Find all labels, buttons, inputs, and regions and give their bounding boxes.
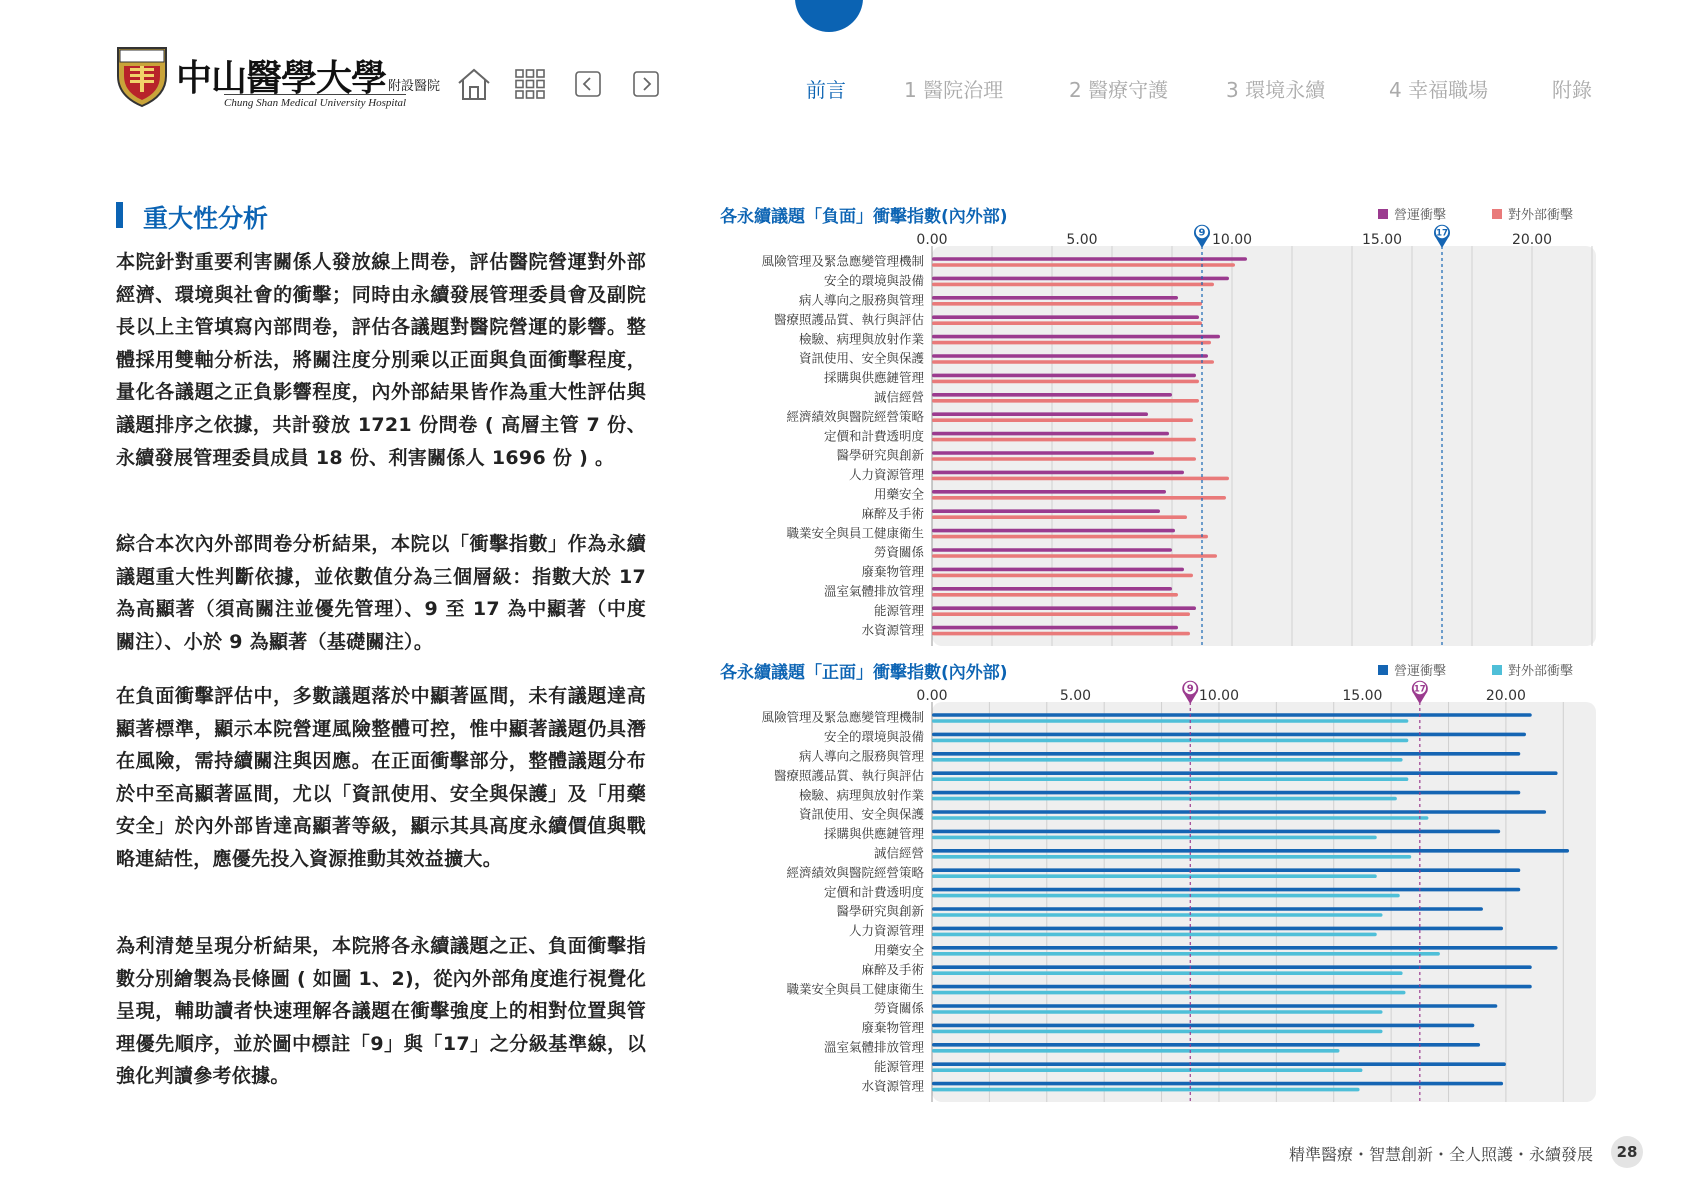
category-label: 溫室氣體排放管理 (823, 1039, 924, 1055)
bar (932, 1010, 1383, 1014)
bar (932, 713, 1532, 717)
bar (932, 971, 1403, 975)
bar (932, 952, 1440, 956)
category-label: 安全的環境與設備 (823, 729, 924, 745)
category-label: 安全的環境與設備 (823, 273, 924, 289)
plot-background (932, 702, 1596, 1102)
tab-medical-care[interactable]: 2 醫療守護 (1069, 78, 1169, 102)
bar (932, 257, 1247, 261)
bar (932, 593, 1178, 597)
category-label: 醫學研究與創新 (836, 447, 924, 463)
category-label: 麻醉及手術 (861, 505, 924, 521)
bar (932, 360, 1214, 364)
bar (932, 283, 1214, 287)
bar (932, 874, 1377, 878)
bar (932, 321, 1202, 325)
bar (932, 991, 1405, 995)
bar (932, 868, 1520, 872)
category-label: 能源管理 (873, 1058, 924, 1074)
bar (932, 515, 1187, 519)
logo-name-cn-sub: 附設醫院 (388, 79, 441, 94)
bar (932, 354, 1208, 358)
tab-happy-workplace[interactable]: 4 幸福職場 (1389, 78, 1489, 102)
x-tick-label: 10.00 (1198, 688, 1240, 704)
legend-label: 營運衝擊 (1394, 664, 1447, 679)
bar (932, 719, 1408, 723)
bar (932, 315, 1199, 319)
bar (932, 739, 1408, 743)
bar (932, 548, 1172, 552)
bar (932, 836, 1377, 840)
threshold-marker (1412, 681, 1428, 704)
bar (932, 1082, 1503, 1086)
x-tick-label: 0.00 (916, 688, 948, 704)
tab-preface[interactable]: 前言 (806, 78, 846, 102)
logo-name-cn: 中山醫學大學 (176, 57, 387, 99)
bar (932, 927, 1503, 931)
bar (932, 568, 1184, 572)
bar (932, 418, 1193, 422)
category-label: 經濟績效與醫院經營策略 (786, 864, 924, 880)
bar (932, 1068, 1362, 1072)
category-label: 定價和計費透明度 (823, 428, 924, 444)
positive-impact-chart (720, 658, 1600, 1098)
bar (932, 393, 1172, 397)
category-label: 用藥安全 (873, 486, 924, 502)
x-tick-label: 20.00 (1485, 688, 1526, 704)
bar (932, 894, 1400, 898)
bar (932, 587, 1172, 591)
bar (932, 907, 1483, 911)
logo-name-en: Chung Shan Medical University Hospital (224, 94, 406, 109)
x-tick-label: 20.00 (1511, 232, 1553, 248)
category-label: 病人導向之服務與管理 (798, 292, 924, 308)
tab-environment[interactable]: 3 環境永續 (1226, 78, 1326, 102)
category-label: 誠信經營 (873, 845, 924, 861)
bar (932, 263, 1235, 267)
x-tick-label: 5.00 (1066, 232, 1098, 248)
bar (932, 1049, 1339, 1053)
threshold-marker (1182, 681, 1198, 704)
bar (932, 1088, 1360, 1092)
category-label: 人力資源管理 (848, 923, 924, 939)
bar (932, 1030, 1383, 1034)
category-label: 採購與供應鏈管理 (823, 826, 924, 842)
bar (932, 797, 1397, 801)
category-label: 經濟績效與醫院經營策略 (786, 408, 924, 424)
category-label: 醫療照護品質、執行與評估 (773, 767, 924, 783)
threshold-label: 9 (1198, 227, 1206, 239)
bar (932, 341, 1211, 345)
bar (932, 535, 1208, 539)
bar (932, 471, 1184, 475)
bar (932, 888, 1520, 892)
bar (932, 1004, 1497, 1008)
bar (932, 758, 1403, 762)
category-label: 水資源管理 (861, 1078, 924, 1094)
x-tick-label: 0.00 (916, 232, 948, 248)
category-label: 能源管理 (873, 602, 924, 618)
category-label: 職業安全與員工健康衛生 (786, 525, 924, 541)
chart-title: 各永續議題「負面」衝擊指數(內外部) (720, 207, 1008, 227)
bar (932, 810, 1546, 814)
bar (932, 574, 1193, 578)
category-label: 勞資關係 (873, 1000, 924, 1016)
bar (932, 554, 1217, 558)
bar (932, 626, 1178, 630)
bar (932, 752, 1520, 756)
bar (932, 855, 1411, 859)
bar (932, 913, 1383, 917)
paragraph-3: 在負面衝擊評估中，多數議題落於中顯著區間，未有議題達高顯著標準，顯示本院營運風險整體可控，惟中顯著議題仍具潛在風險，需持續關注與因應。在正面衝擊部分，整體議題分布於中至高顯著區間，尤以「資訊使用、安全與保護」及「用藥安全」於內外部皆達高顯著等級，顯示其具高度永續價值與戰略連結性，應優先投入資源推動其效益擴大。 (116, 685, 646, 870)
paragraph-2: 綜合本次內外部問卷分析結果，本院以「衝擊指數」作為永續議題重大性判斷依據，並依數值分為三個層級：指數大於 17 為高顯著（須高關注並優先管理）、9 至 17 為中顯著（中度關注）、小於 9 為顯著（基礎關注）。 (116, 533, 646, 653)
bar (932, 457, 1196, 461)
threshold-marker (1194, 225, 1210, 248)
category-label: 人力資源管理 (848, 467, 924, 483)
category-label: 溫室氣體排放管理 (823, 583, 924, 599)
section-accent-bar (116, 202, 123, 228)
plot-background (932, 246, 1596, 646)
bar (932, 771, 1558, 775)
threshold-label: 9 (1186, 683, 1194, 695)
bar (932, 374, 1196, 378)
category-label: 採購與供應鏈管理 (823, 370, 924, 386)
threshold-label: 17 (1436, 228, 1448, 239)
category-label: 病人導向之服務與管理 (798, 748, 924, 764)
top-decoration-dot (795, 0, 863, 32)
bar (932, 733, 1526, 737)
bar (932, 432, 1169, 436)
category-label: 定價和計費透明度 (823, 884, 924, 900)
tab-hospital-governance[interactable]: 1 醫院治理 (904, 78, 1004, 102)
x-tick-label: 5.00 (1059, 688, 1092, 704)
bar (932, 302, 1202, 306)
category-label: 誠信經營 (873, 389, 924, 405)
section-title: 重大性分析 (143, 204, 269, 233)
category-label: 風險管理及緊急應變管理機制 (761, 253, 924, 269)
paragraph-4: 為利清楚呈現分析結果，本院將各永續議題之正、負面衝擊指數分別繪製為長條圖 ( 如圖 1、2)，從內外部角度進行視覺化呈現，輔助讀者快速理解各議題在衝擊強度上的相對位置與管理優先順序，並於圖中標註「9」與「17」之分級基準線，以強化判讀參考依據。 (116, 935, 646, 1088)
chapter-tabs (0, 74, 1697, 104)
chart-title: 各永續議題「正面」衝擊指數(內外部) (720, 663, 1008, 683)
bar (932, 632, 1190, 636)
x-tick-label: 10.00 (1211, 232, 1253, 248)
category-label: 職業安全與員工健康衛生 (786, 981, 924, 997)
legend-label: 對外部衝擊 (1508, 208, 1574, 223)
threshold-marker (1434, 225, 1450, 248)
category-label: 用藥安全 (873, 942, 924, 958)
page-number: 28 (1611, 1136, 1643, 1168)
bar (932, 612, 1190, 616)
bar (932, 412, 1148, 416)
bar (932, 777, 1408, 781)
bar (932, 509, 1160, 513)
x-tick-label: 15.00 (1342, 688, 1383, 704)
threshold-label: 17 (1413, 684, 1426, 695)
bar (932, 816, 1428, 820)
bar (932, 438, 1196, 442)
bar (932, 965, 1532, 969)
negative-impact-plot (720, 202, 1600, 642)
category-label: 醫學研究與創新 (836, 903, 924, 919)
bar (932, 946, 1558, 950)
category-label: 資訊使用、安全與保護 (798, 350, 924, 366)
bar (932, 496, 1226, 500)
legend-label: 營運衝擊 (1394, 208, 1447, 223)
bar (932, 529, 1175, 533)
category-label: 檢驗、病理與放射作業 (798, 331, 924, 347)
bar (932, 380, 1199, 384)
legend-label: 對外部衝擊 (1508, 664, 1574, 679)
bar (932, 1024, 1474, 1028)
category-label: 勞資關係 (873, 544, 924, 560)
tab-appendix[interactable]: 附錄 (1552, 78, 1592, 102)
category-label: 資訊使用、安全與保護 (798, 806, 924, 822)
footer-slogan: 精準醫療・智慧創新・全人照護・永續發展 (1288, 1145, 1593, 1164)
bar (932, 791, 1520, 795)
bar (932, 399, 1199, 403)
bar (932, 985, 1532, 989)
category-label: 廢棄物管理 (861, 1020, 924, 1036)
bar (932, 277, 1229, 281)
negative-impact-chart (720, 202, 1600, 642)
category-label: 醫療照護品質、執行與評估 (773, 311, 924, 327)
bar (932, 335, 1220, 339)
category-label: 風險管理及緊急應變管理機制 (761, 709, 924, 725)
bar (932, 490, 1166, 494)
bar (932, 296, 1178, 300)
bar (932, 477, 1229, 481)
bar (932, 1043, 1480, 1047)
category-label: 檢驗、病理與放射作業 (798, 787, 924, 803)
category-label: 廢棄物管理 (861, 564, 924, 580)
category-label: 麻醉及手術 (861, 961, 924, 977)
bar (932, 606, 1196, 610)
bar (932, 830, 1500, 834)
paragraph-1: 本院針對重要利害關係人發放線上問卷，評估醫院營運對外部經濟、環境與社會的衝擊；同時由永續發展管理委員會及副院長以上主管填寫內部問卷，評估各議題對醫院營運的影響。整體採用雙軸分析法，將關注度分別乘以正面與負面衝擊程度，量化各議題之正負影響程度，內外部結果皆作為重大性評估與議題排序之依據，共計發放 1721 份問卷 ( 高層主管 7 份、永續發展管理委員成員 18 份、利害關係人 1696 份 ) 。 (116, 251, 646, 469)
bar (932, 849, 1569, 853)
positive-impact-plot (720, 658, 1600, 1098)
category-label: 水資源管理 (861, 622, 924, 638)
bar (932, 933, 1377, 937)
x-tick-label: 15.00 (1361, 232, 1403, 248)
bar (932, 451, 1154, 455)
